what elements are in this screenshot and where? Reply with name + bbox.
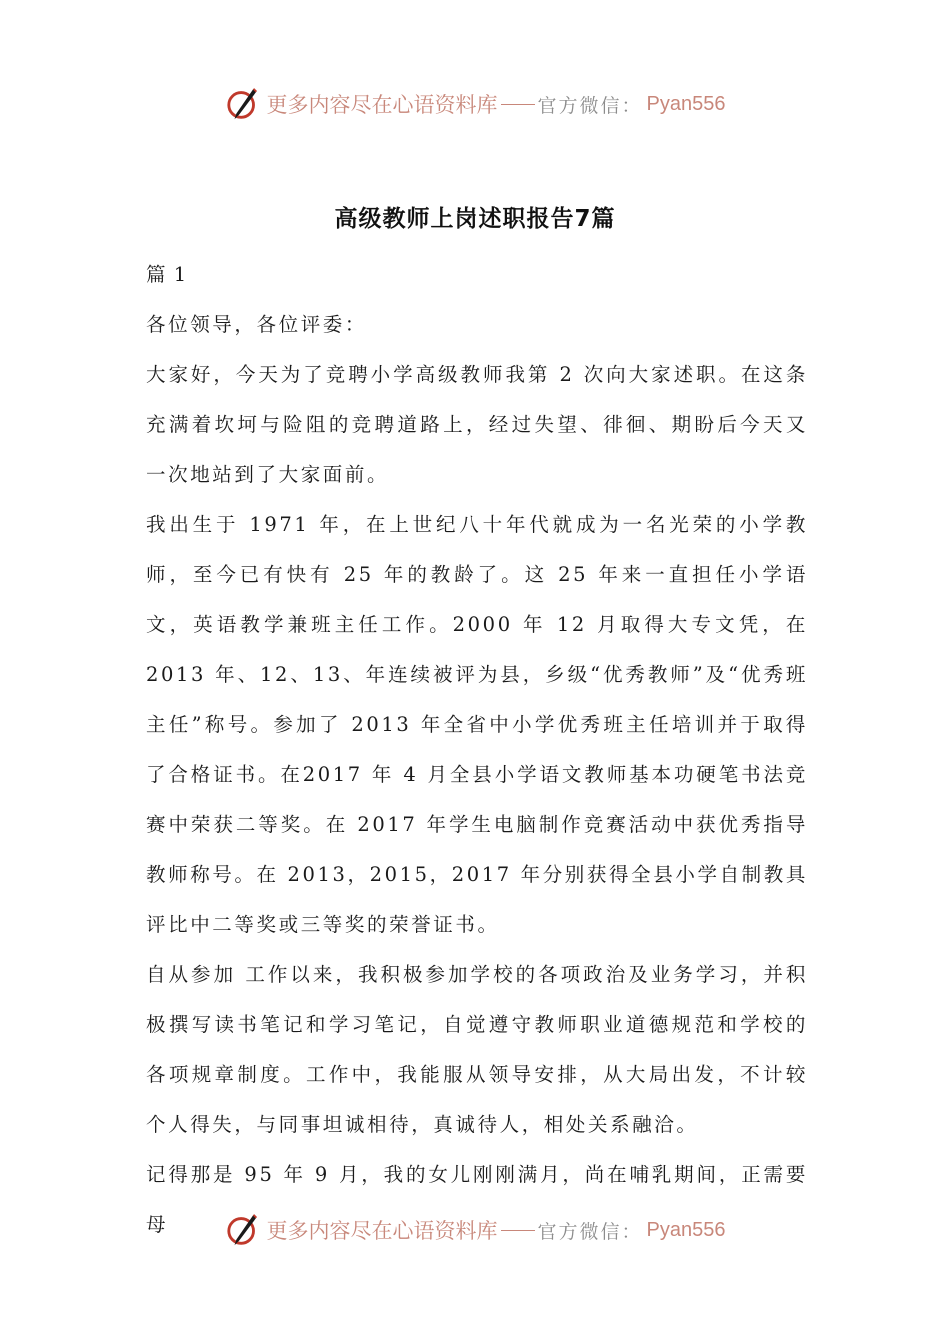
banner-text: 更多内容尽在心语资料库 [266,1219,498,1243]
banner-account: Pyan556 [646,1218,726,1241]
banner-dash [501,1230,535,1231]
watermark-banner-bottom [0,1208,950,1252]
paragraph: 各位领导，各位评委： [146,313,368,336]
document-title: 高级教师上岗述职报告7篇 [334,206,616,232]
section-heading: 篇 1 [146,263,188,286]
paragraph: 记得那是 95 年 9 月，我的女儿刚刚满月，尚在哺乳期间，正需要母 [146,1163,808,1236]
banner-account: Pyan556 [646,92,726,115]
banner-wechat-label: 官方微信： [537,94,643,117]
banner-dash [501,104,535,105]
quill-logo-icon [225,85,263,123]
quill-logo-icon [225,1211,263,1249]
watermark-banner-top [0,82,950,126]
paragraph: 自从参加 工作以来，我积极参加学校的各项政治及业务学习，并积极撰写读书笔记和学习笔记，自觉遵守教师职业道德规范和学校的各项规章制度。工作中，我能服从领导安排，从大局出发，不计较个人得失，与同事坦诚相待，真诚待人，相处关系融洽。 [146,963,808,1136]
paragraph: 大家好，今天为了竞聘小学高级教师我第 2 次向大家述职。在这条充满着坎坷与险阻的竞聘道路上，经过失望、徘徊、期盼后今天又一次地站到了大家面前。 [146,363,808,486]
paragraph: 我出生于 1971 年，在上世纪八十年代就成为一名光荣的小学教师，至今已有快有 25 年的教龄了。这 25 年来一直担任小学语文，英语教学兼班主任工作。2000 年 12 月取得大专文凭，在 2013 年、12、13、年连续被评为县，乡级“优秀教师”及“优秀班主任”称号。参加了 2013 年全省中小学优秀班主任培训并于取得了合格证书。在2017 年 4 月全县小学语文教师基本功硬笔书法竞赛中荣获二等奖。在 2017 年学生电脑制作竞赛活动中获优秀指导教师称号。在 2013，2015，2017 年分别获得全县小学自制教具评比中二等奖或三等奖的荣誉证书。 [146,513,808,936]
banner-wechat-label: 官方微信： [537,1220,643,1243]
banner-text: 更多内容尽在心语资料库 [266,93,498,117]
document-body [146,250,808,1250]
